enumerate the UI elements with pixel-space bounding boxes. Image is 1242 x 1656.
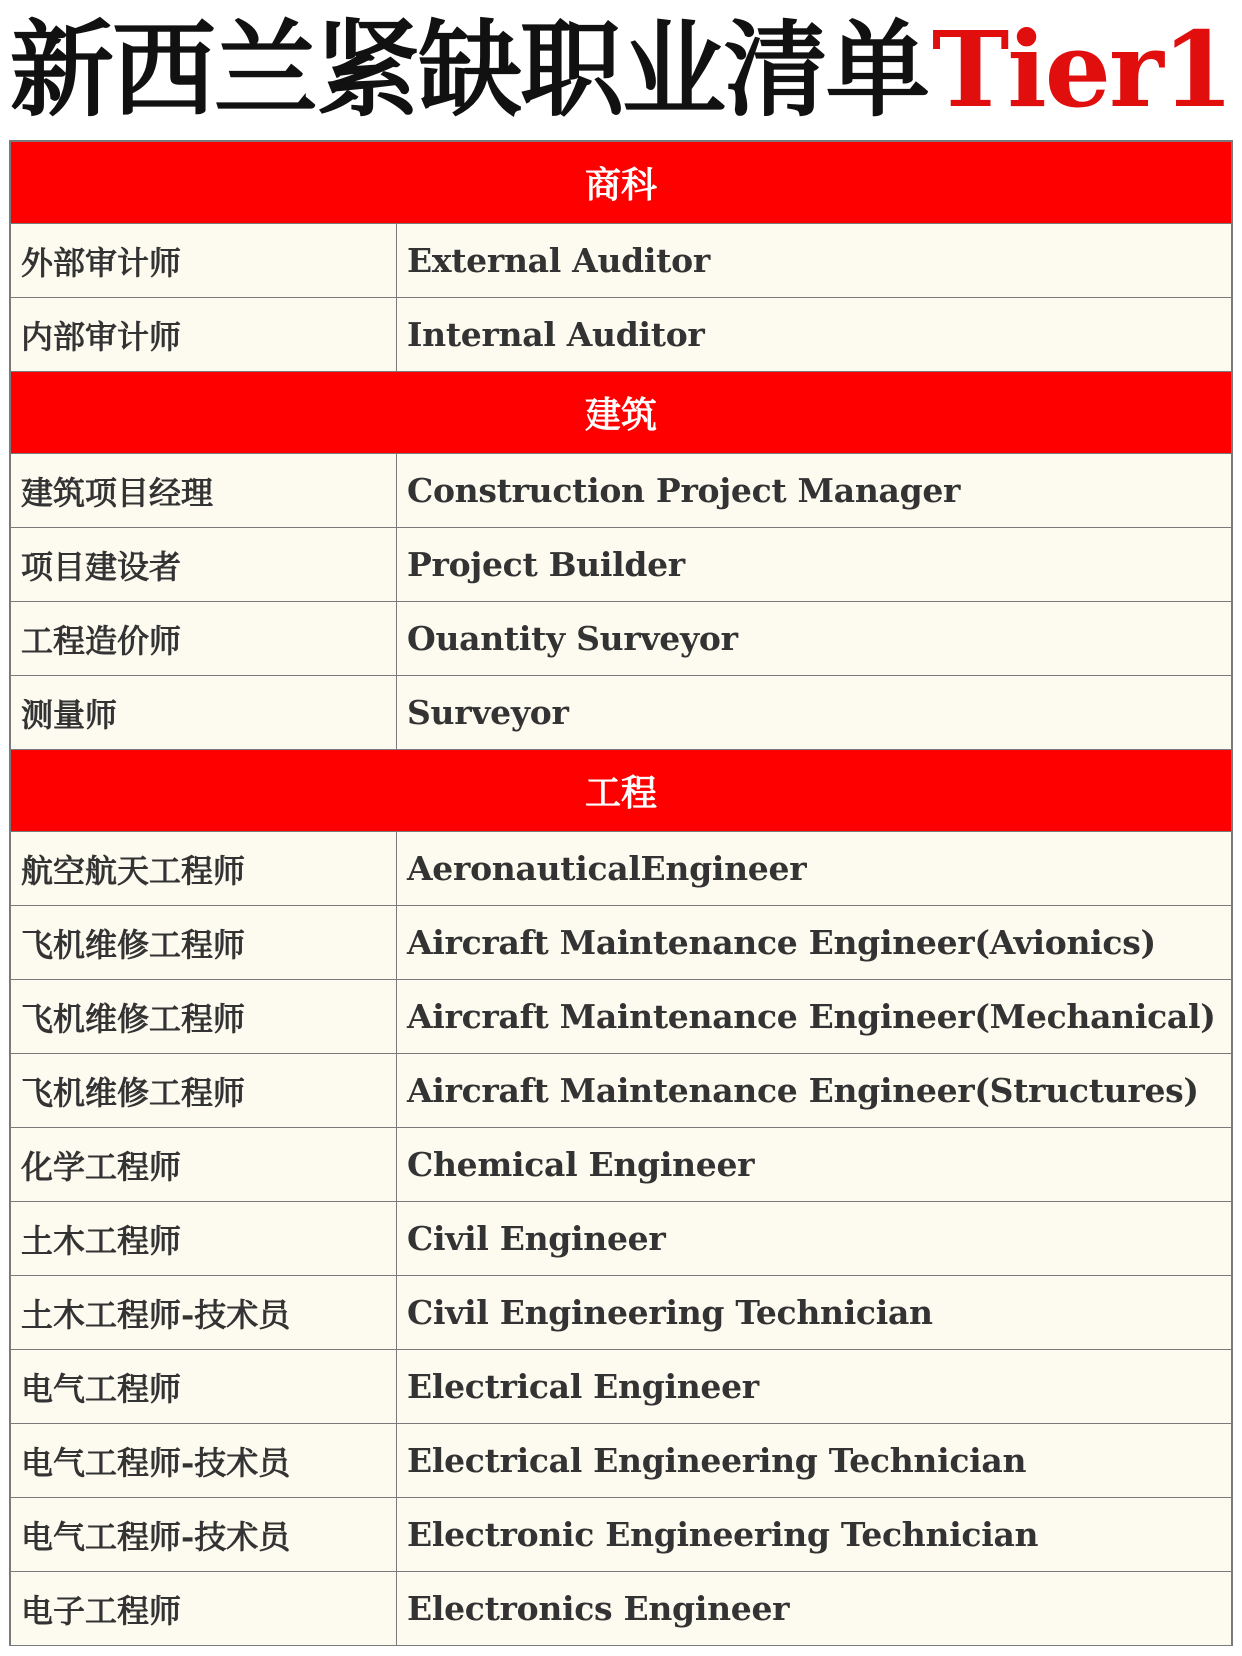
occupation-cn: 内部审计师 [11,298,397,371]
occupation-cn: 外部审计师 [11,224,397,297]
table-row [11,1498,1231,1572]
section-header-business: 商科 [11,142,1231,224]
table-row [11,1054,1231,1128]
occupation-en: AeronauticalEngineer [407,849,807,888]
table-row [11,1202,1231,1276]
occupation-en: Aircraft Maintenance Engineer(Structures) [407,1071,1199,1110]
table-row [11,676,1231,750]
occupation-cn: 项目建设者 [11,528,397,601]
title-main: 新西兰紧缺职业清单 [9,8,928,131]
occupation-cn: 电子工程师 [11,1572,397,1645]
occupation-cn: 电气工程师 [11,1350,397,1423]
occupation-en: Electronic Engineering Technician [407,1515,1039,1554]
occupation-en: Aircraft Maintenance Engineer(Avionics) [407,923,1156,962]
occupation-cn: 电气工程师-技术员 [11,1498,397,1571]
occupation-en: Ouantity Surveyor [407,619,738,658]
occupation-cn: 土木工程师-技术员 [11,1276,397,1349]
table-row [11,980,1231,1054]
table-row [11,1572,1231,1646]
table-row [11,224,1231,298]
occupation-en: Civil Engineer [407,1219,666,1258]
occupation-en: Surveyor [407,693,569,732]
occupation-cn: 化学工程师 [11,1128,397,1201]
occupation-cn: 测量师 [11,676,397,749]
section-header-engineering: 工程 [11,750,1231,832]
table-row [11,906,1231,980]
table-row [11,602,1231,676]
table-row [11,1276,1231,1350]
table-row [11,832,1231,906]
occupation-cn: 电气工程师-技术员 [11,1424,397,1497]
occupation-en: Aircraft Maintenance Engineer(Mechanical) [407,997,1216,1036]
occupation-cn: 航空航天工程师 [11,832,397,905]
occupation-en: Electrical Engineering Technician [407,1441,1027,1480]
table-row [11,1350,1231,1424]
table-row [11,454,1231,528]
occupation-cn: 飞机维修工程师 [11,980,397,1053]
table-row [11,298,1231,372]
title-accent: Tier1 [931,8,1233,131]
table-row [11,528,1231,602]
occupation-table [9,140,1233,1646]
table-row [11,1424,1231,1498]
occupation-cn: 飞机维修工程师 [11,906,397,979]
page-title [0,0,1242,140]
occupation-en: Electronics Engineer [407,1589,790,1628]
occupation-en: Electrical Engineer [407,1367,759,1406]
occupation-en: Project Builder [407,545,685,584]
occupation-en: Internal Auditor [407,315,705,354]
occupation-cn: 土木工程师 [11,1202,397,1275]
occupation-cn: 工程造价师 [11,602,397,675]
occupation-en: Construction Project Manager [407,471,961,510]
section-header-construction: 建筑 [11,372,1231,454]
table-row [11,1128,1231,1202]
occupation-cn: 建筑项目经理 [11,454,397,527]
occupation-cn: 飞机维修工程师 [11,1054,397,1127]
occupation-en: Chemical Engineer [407,1145,755,1184]
occupation-en: Civil Engineering Technician [407,1293,933,1332]
occupation-en: External Auditor [407,241,710,280]
